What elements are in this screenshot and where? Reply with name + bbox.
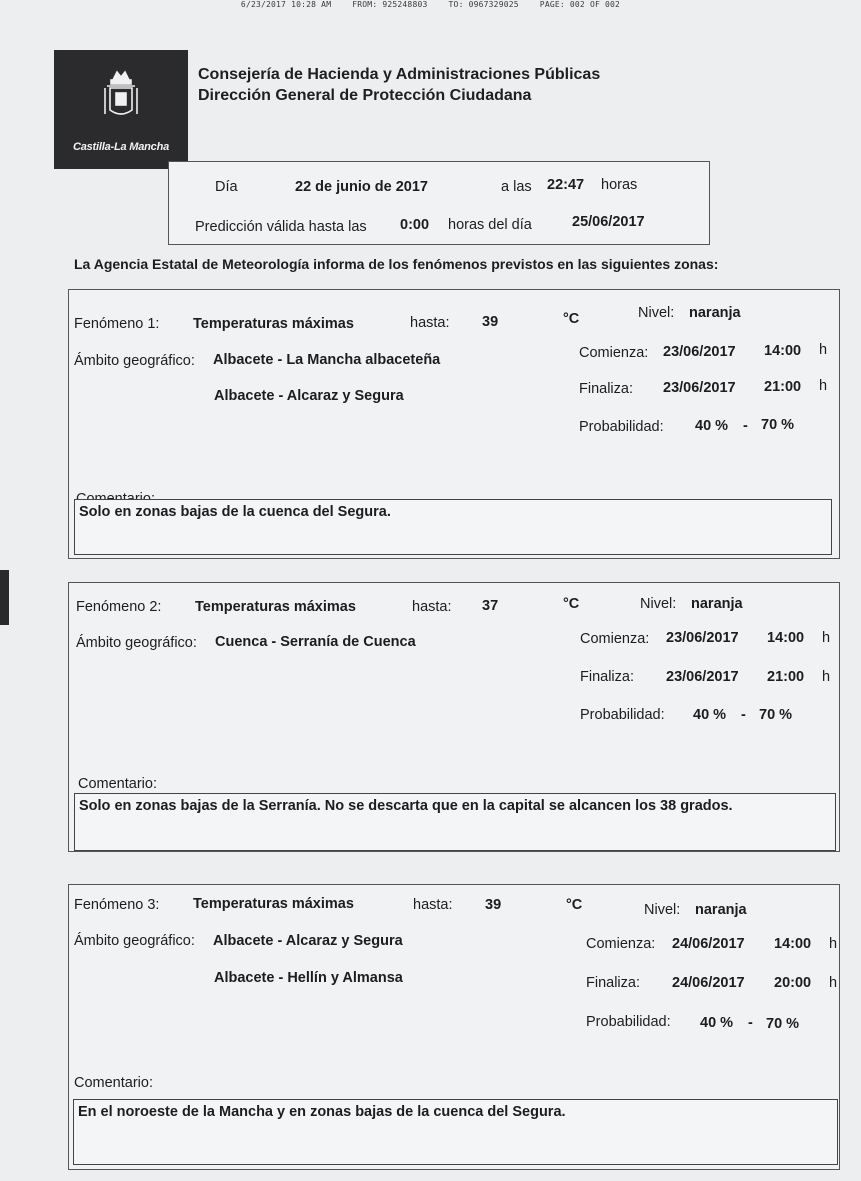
nivel-label: Nivel: bbox=[644, 902, 681, 918]
probabilidad-label: Probabilidad: bbox=[580, 707, 665, 723]
end-time: 21:00 bbox=[764, 379, 802, 395]
zone-2: Albacete - Hellín y Almansa bbox=[214, 970, 403, 986]
castilla-la-mancha-logo bbox=[54, 50, 188, 169]
phenomenon-label: Fenómeno 2: bbox=[76, 599, 162, 615]
probabilidad-label: Probabilidad: bbox=[579, 419, 664, 435]
start-date: 23/06/2017 bbox=[666, 630, 739, 646]
comment-box bbox=[74, 793, 836, 851]
organization-header bbox=[198, 64, 600, 106]
valid-date: 25/06/2017 bbox=[572, 214, 645, 230]
phenomenon-label: Fenómeno 1: bbox=[74, 316, 160, 332]
nivel-value: naranja bbox=[691, 596, 743, 612]
prob-max: 70 % bbox=[766, 1016, 800, 1032]
nivel-label: Nivel: bbox=[640, 596, 677, 612]
end-date: 24/06/2017 bbox=[672, 975, 745, 991]
comment-text: En el noroeste de la Mancha y en zonas bajas de la cuenca del Segura. bbox=[78, 1104, 566, 1120]
end-date: 23/06/2017 bbox=[663, 380, 736, 396]
zone-1: Cuenca - Serranía de Cuenca bbox=[215, 634, 416, 650]
finaliza-label: Finaliza: bbox=[579, 381, 633, 397]
nivel-value: naranja bbox=[689, 305, 741, 321]
comment-box bbox=[73, 1099, 838, 1165]
unit-label: °C bbox=[563, 596, 580, 612]
intro-text: La Agencia Estatal de Meteorología informa de los fenómenos previstos en las siguientes zonas: bbox=[74, 256, 719, 272]
ambito-label: Ámbito geográfico: bbox=[74, 933, 195, 949]
prob-max: 70 % bbox=[759, 707, 793, 723]
prob-max: 70 % bbox=[761, 417, 795, 433]
zone-1: Albacete - La Mancha albaceteña bbox=[213, 352, 441, 368]
hasta-label: hasta: bbox=[413, 897, 453, 913]
probabilidad-label: Probabilidad: bbox=[586, 1014, 671, 1030]
start-time: 14:00 bbox=[774, 936, 812, 952]
finaliza-label: Finaliza: bbox=[580, 669, 634, 685]
ambito-label: Ámbito geográfico: bbox=[76, 635, 197, 651]
binder-mark bbox=[0, 570, 9, 625]
end-date: 23/06/2017 bbox=[666, 669, 739, 685]
fax-datetime: 6/23/2017 10:28 AM bbox=[240, 0, 332, 9]
alas-label: a las bbox=[501, 179, 532, 195]
comienza-label: Comienza: bbox=[580, 631, 650, 647]
horas-label: horas bbox=[601, 177, 638, 193]
comienza-label: Comienza: bbox=[586, 936, 656, 952]
phenomenon-label: Fenómeno 3: bbox=[74, 897, 160, 913]
comment-box bbox=[74, 499, 832, 555]
phenomenon-type: Temperaturas máximas bbox=[195, 599, 356, 615]
fax-to: TO: 0967329025 bbox=[448, 0, 519, 9]
coat-of-arms-icon bbox=[101, 66, 141, 124]
dia-value: 22 de junio de 2017 bbox=[295, 179, 428, 195]
phenomenon-card bbox=[68, 582, 840, 852]
phenomenon-type: Temperaturas máximas bbox=[193, 896, 354, 912]
prob-dash: - bbox=[741, 707, 746, 723]
prob-min: 40 % bbox=[700, 1015, 734, 1031]
horas-del-dia-label: horas del día bbox=[448, 217, 532, 233]
time-value: 22:47 bbox=[547, 177, 585, 193]
unit-label: °C bbox=[563, 311, 580, 327]
logo-text: Castilla-La Mancha bbox=[72, 141, 170, 153]
comienza-label: Comienza: bbox=[579, 345, 649, 361]
consejeria-title: Consejería de Hacienda y Administraciones Públicas bbox=[198, 66, 601, 83]
nivel-value: naranja bbox=[695, 902, 747, 918]
prob-dash: - bbox=[743, 418, 748, 434]
prob-min: 40 % bbox=[693, 707, 727, 723]
start-date: 23/06/2017 bbox=[663, 344, 736, 360]
phenomenon-card bbox=[68, 884, 840, 1170]
prob-dash: - bbox=[748, 1015, 753, 1031]
prob-min: 40 % bbox=[695, 418, 729, 434]
ambito-label: Ámbito geográfico: bbox=[74, 353, 195, 369]
hasta-value: 37 bbox=[482, 598, 499, 614]
h-unit: h bbox=[819, 378, 828, 394]
hasta-label: hasta: bbox=[410, 315, 450, 331]
fax-header bbox=[0, 0, 861, 9]
zone-2: Albacete - Alcaraz y Segura bbox=[214, 388, 404, 404]
comentario-label: Comentario: bbox=[74, 1075, 153, 1091]
h-unit: h bbox=[829, 936, 838, 952]
phenomenon-card bbox=[68, 289, 840, 559]
h-unit: h bbox=[822, 630, 831, 646]
hasta-label: hasta: bbox=[412, 599, 452, 615]
hasta-value: 39 bbox=[485, 897, 502, 913]
fax-from: FROM: 925248803 bbox=[352, 0, 428, 9]
valid-label: Predicción válida hasta las bbox=[195, 219, 367, 235]
issue-date-box bbox=[168, 161, 710, 245]
finaliza-label: Finaliza: bbox=[586, 975, 640, 991]
h-unit: h bbox=[829, 975, 838, 991]
unit-label: °C bbox=[566, 897, 583, 913]
valid-time: 0:00 bbox=[400, 217, 430, 233]
end-time: 21:00 bbox=[767, 669, 805, 685]
zone-1: Albacete - Alcaraz y Segura bbox=[213, 933, 403, 949]
comment-text: Solo en zonas bajas de la cuenca del Segura. bbox=[79, 504, 391, 520]
h-unit: h bbox=[822, 669, 831, 685]
hasta-value: 39 bbox=[482, 314, 499, 330]
fax-page: PAGE: 002 OF 002 bbox=[539, 0, 621, 9]
direccion-title: Dirección General de Protección Ciudadana bbox=[198, 87, 532, 104]
start-time: 14:00 bbox=[767, 630, 805, 646]
start-date: 24/06/2017 bbox=[672, 936, 745, 952]
phenomenon-type: Temperaturas máximas bbox=[193, 316, 354, 332]
comentario-label: Comentario: bbox=[78, 776, 157, 792]
nivel-label: Nivel: bbox=[638, 305, 675, 321]
h-unit: h bbox=[819, 342, 828, 358]
start-time: 14:00 bbox=[764, 343, 802, 359]
comment-text: Solo en zonas bajas de la Serranía. No se descarta que en la capital se alcancen los 38 grados. bbox=[79, 798, 733, 814]
dia-label: Día bbox=[215, 179, 238, 195]
end-time: 20:00 bbox=[774, 975, 812, 991]
